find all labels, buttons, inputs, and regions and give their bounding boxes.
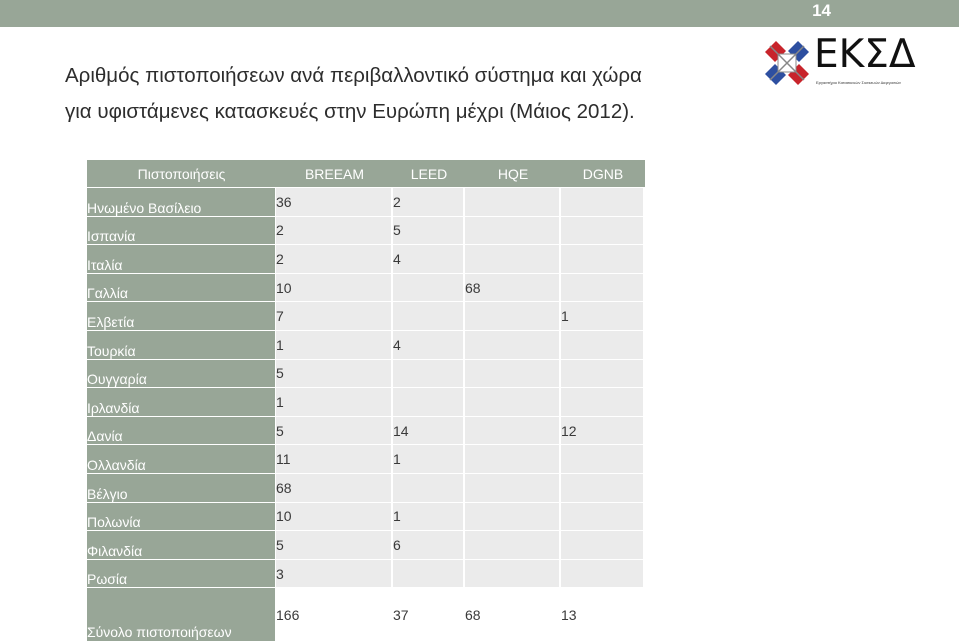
dgnb-cell [561, 560, 645, 589]
hqe-cell [465, 445, 561, 474]
table-row [87, 388, 645, 417]
table-row [87, 188, 645, 217]
leed-cell: 1 [393, 503, 465, 532]
logo-subtitle: Εργαστήριο Κατασκευών Συσκευών Διεργασιών [816, 80, 901, 85]
dgnb-cell [561, 503, 645, 532]
total-row [87, 588, 645, 642]
top-bar [0, 0, 959, 27]
table-row [87, 560, 645, 589]
hqe-cell [465, 188, 561, 217]
breeam-cell: 5 [276, 417, 393, 446]
total-label: Σύνολο πιστοποιήσεων [87, 588, 276, 642]
hqe-cell [465, 531, 561, 560]
leed-cell: 1 [393, 445, 465, 474]
hqe-cell [465, 560, 561, 589]
title-line-1: Αριθμός πιστοποιήσεων ανά περιβαλλοντικό σύστημα και χώρα [65, 64, 642, 87]
leed-cell: 6 [393, 531, 465, 560]
dgnb-cell [561, 217, 645, 246]
hqe-cell [465, 331, 561, 360]
logo-text: ΕΚΣΔ [814, 32, 916, 77]
breeam-cell: 3 [276, 560, 393, 589]
dgnb-cell [561, 474, 645, 503]
dgnb-cell [561, 360, 645, 389]
hqe-cell [465, 503, 561, 532]
dgnb-cell: 12 [561, 417, 645, 446]
hqe-cell [465, 417, 561, 446]
breeam-cell: 5 [276, 360, 393, 389]
country-cell: Βέλγιο [87, 474, 276, 503]
total-dgnb-cell: 13 [561, 588, 645, 642]
header-breeam: BREEAM [276, 160, 393, 188]
leed-cell: 4 [393, 331, 465, 360]
hqe-cell: 68 [465, 274, 561, 303]
country-cell: Ελβετία [87, 302, 276, 331]
leed-cell: 2 [393, 188, 465, 217]
breeam-cell: 11 [276, 445, 393, 474]
total-leed-cell: 37 [393, 588, 465, 642]
table-row [87, 503, 645, 532]
logo-mark-icon [762, 38, 812, 88]
dgnb-cell [561, 388, 645, 417]
country-cell: Ισπανία [87, 217, 276, 246]
leed-cell [393, 388, 465, 417]
breeam-cell: 68 [276, 474, 393, 503]
country-cell: Φιλανδία [87, 531, 276, 560]
hqe-cell [465, 302, 561, 331]
hqe-cell [465, 388, 561, 417]
table-row [87, 274, 645, 303]
table-row [87, 360, 645, 389]
dgnb-cell: 1 [561, 302, 645, 331]
breeam-cell: 1 [276, 388, 393, 417]
table-row [87, 245, 645, 274]
page-number: 14 [812, 1, 831, 20]
lab-logo [762, 32, 927, 90]
dgnb-cell [561, 188, 645, 217]
certifications-table [87, 160, 645, 642]
table-row [87, 531, 645, 560]
table-row [87, 445, 645, 474]
dgnb-cell [561, 331, 645, 360]
leed-cell [393, 560, 465, 589]
breeam-cell: 10 [276, 503, 393, 532]
header-leed: LEED [393, 160, 465, 188]
leed-cell [393, 302, 465, 331]
country-cell: Δανία [87, 417, 276, 446]
breeam-cell: 36 [276, 188, 393, 217]
page-title [65, 58, 642, 130]
breeam-cell: 7 [276, 302, 393, 331]
dgnb-cell [561, 445, 645, 474]
leed-cell: 5 [393, 217, 465, 246]
header-certifications: Πιστοποιήσεις [87, 160, 276, 188]
dgnb-cell [561, 274, 645, 303]
breeam-cell: 2 [276, 245, 393, 274]
header-dgnb: DGNB [561, 160, 645, 188]
total-breeam-cell: 166 [276, 588, 393, 642]
table-row [87, 474, 645, 503]
dgnb-cell [561, 245, 645, 274]
table-row [87, 417, 645, 446]
country-cell: Ιρλανδία [87, 388, 276, 417]
table-header-row [87, 160, 645, 188]
breeam-cell: 5 [276, 531, 393, 560]
country-cell: Πολωνία [87, 503, 276, 532]
table-row [87, 331, 645, 360]
country-cell: Ηνωμένο Βασίλειο [87, 188, 276, 217]
title-line-2: για υφιστάμενες κατασκευές στην Ευρώπη μέχρι (Μάιος 2012). [65, 100, 635, 123]
hqe-cell [465, 360, 561, 389]
leed-cell: 4 [393, 245, 465, 274]
country-cell: Ρωσία [87, 560, 276, 589]
country-cell: Ιταλία [87, 245, 276, 274]
total-hqe-cell: 68 [465, 588, 561, 642]
breeam-cell: 2 [276, 217, 393, 246]
hqe-cell [465, 474, 561, 503]
country-cell: Γαλλία [87, 274, 276, 303]
country-cell: Ουγγαρία [87, 360, 276, 389]
breeam-cell: 10 [276, 274, 393, 303]
country-cell: Τουρκία [87, 331, 276, 360]
dgnb-cell [561, 531, 645, 560]
hqe-cell [465, 217, 561, 246]
country-cell: Ολλανδία [87, 445, 276, 474]
header-hqe: HQE [465, 160, 561, 188]
leed-cell [393, 474, 465, 503]
leed-cell [393, 274, 465, 303]
hqe-cell [465, 245, 561, 274]
leed-cell [393, 360, 465, 389]
table-row [87, 217, 645, 246]
table-row [87, 302, 645, 331]
leed-cell: 14 [393, 417, 465, 446]
breeam-cell: 1 [276, 331, 393, 360]
